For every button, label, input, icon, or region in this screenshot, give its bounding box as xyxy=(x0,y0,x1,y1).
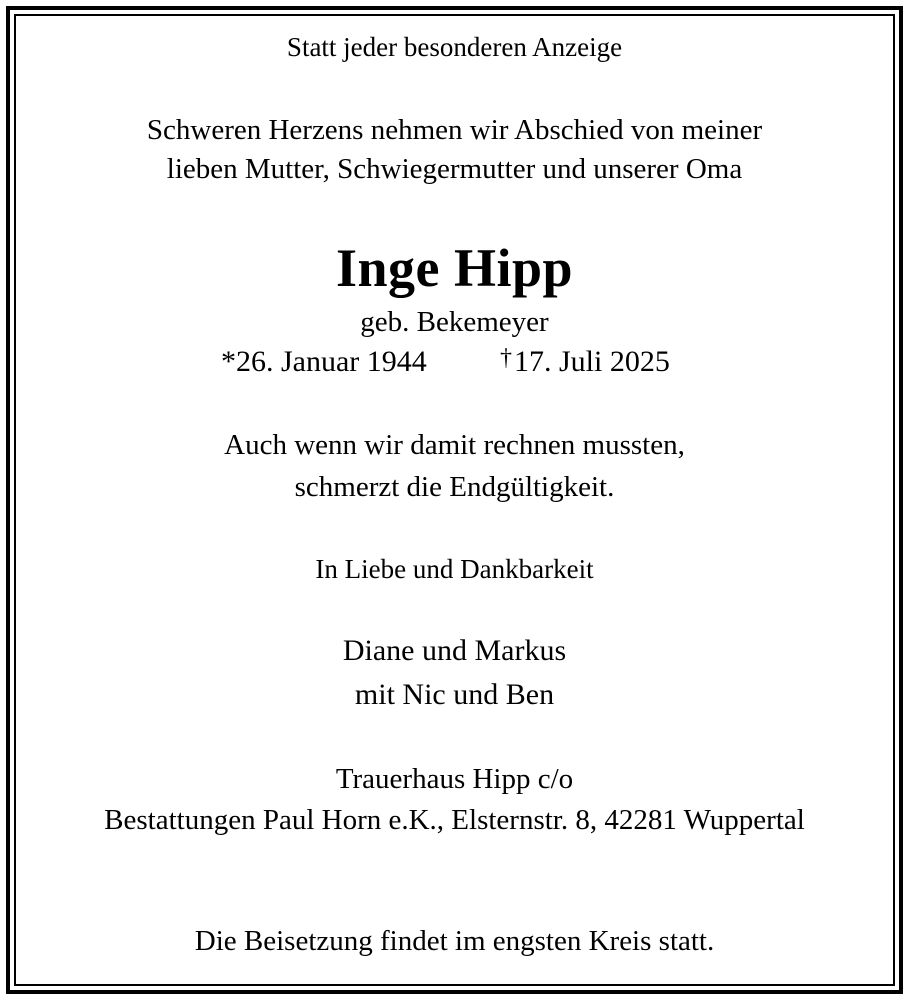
death-date: 17. Juli 2025 xyxy=(514,345,670,378)
deceased-name: Inge Hipp xyxy=(335,238,574,298)
maiden-name: geb. Bekemeyer xyxy=(360,306,549,338)
address-line-2: Bestattungen Paul Horn e.K., Elsternstr. 8, 42281 Wuppertal xyxy=(104,804,805,836)
mourners-line-1: Diane und Markus xyxy=(342,634,567,667)
closing-line: In Liebe und Dankbarkeit xyxy=(315,554,594,584)
birth-date: *26. Januar 1944 xyxy=(221,345,427,378)
intro-line-2: lieben Mutter, Schwiegermutter und unserer Oma xyxy=(166,153,743,185)
intro-line-1: Schweren Herzens nehmen wir Abschied von meiner xyxy=(146,114,763,146)
notice-heading: Statt jeder besonderen Anzeige xyxy=(286,32,623,62)
cross-symbol: † xyxy=(500,345,512,371)
quote-line-2: schmerzt die Endgültigkeit. xyxy=(294,471,615,503)
death-date-group xyxy=(500,347,670,377)
address-line-1: Trauerhaus Hipp c/o xyxy=(335,763,574,795)
mourners-line-2: mit Nic und Ben xyxy=(354,678,555,711)
quote-line-1: Auch wenn wir damit rechnen mussten, xyxy=(224,429,685,461)
funeral-note: Die Beisetzung findet im engsten Kreis statt. xyxy=(194,925,715,957)
